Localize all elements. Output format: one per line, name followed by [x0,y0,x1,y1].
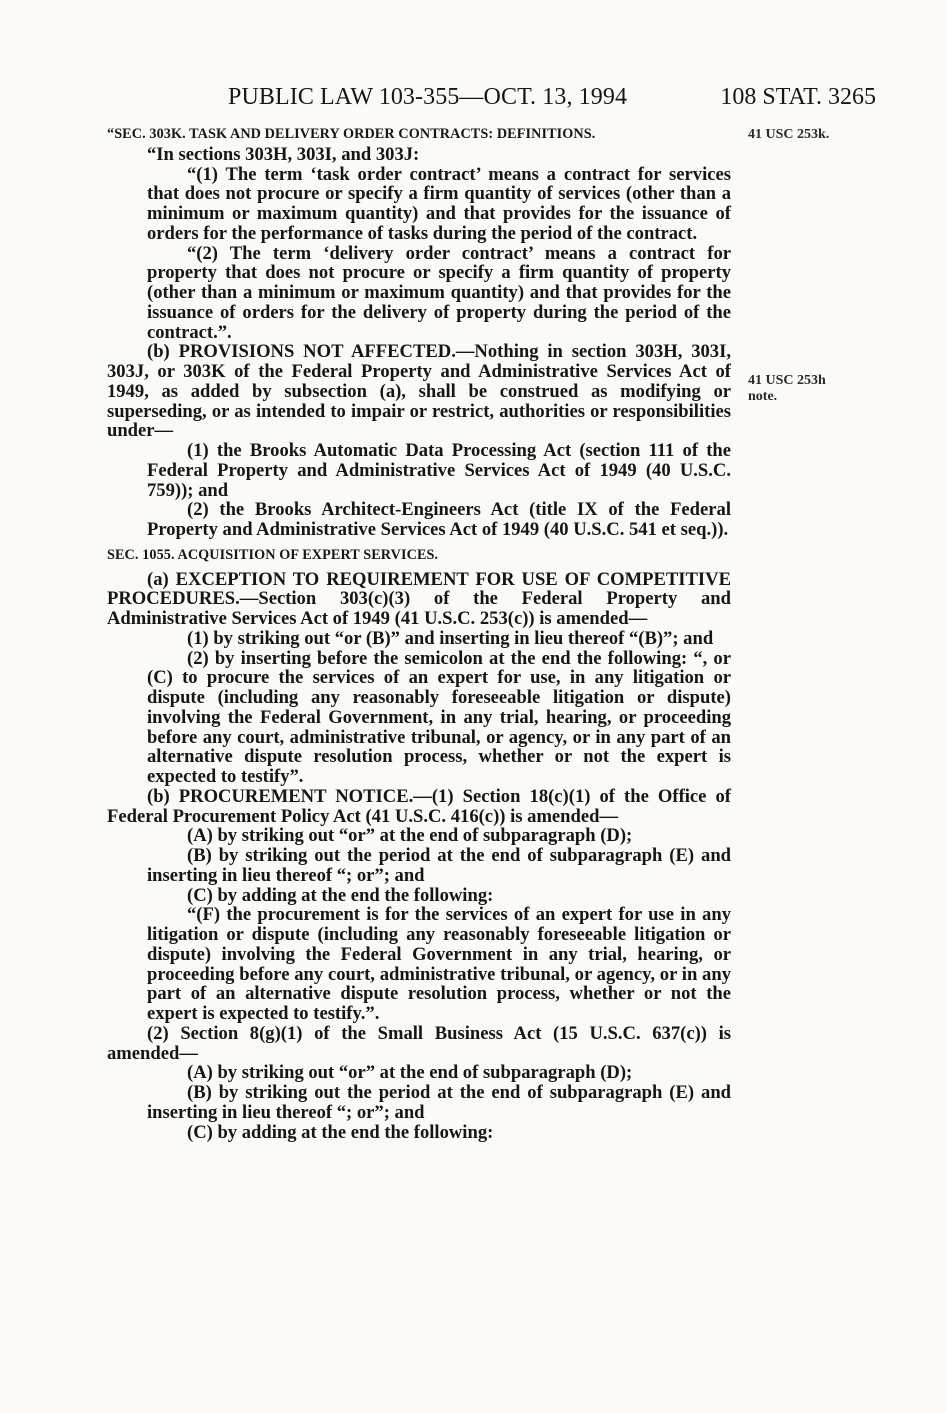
section-heading-303k: “SEC. 303K. TASK AND DELIVERY ORDER CONTRACTS: DEFINITIONS. [107,126,596,142]
paragraph: (B) by striking out the period at the end of subparagraph (E) and inserting in lieu thereof “; or”; and [147,1082,731,1123]
paragraph: “(1) The term ‘task order contract’ means a contract for services that does not procure or specify a firm quantity of services (other than a minimum or maximum quantity) and that provides for the issuance of orders for the performance of tasks during the period of the contract. [147,163,731,244]
paragraph: (2) Section 8(g)(1) of the Small Business Act (15 U.S.C. 637(c)) is amended— [107,1022,731,1064]
page-header [228,81,876,113]
paragraph: (a) EXCEPTION TO REQUIREMENT FOR USE OF COMPETITIVE PROCEDURES.—Section 303(c)(3) of the Federal Property and Administrative Services Act of 1949 (41 U.S.C. 253(c)) is amended— [107,568,731,629]
paragraph: (1) by striking out “or (B)” and inserting in lieu thereof “(B)”; and [187,627,714,649]
paragraph: “In sections 303H, 303I, and 303J: [147,143,420,165]
paragraph: (b) PROCUREMENT NOTICE.—(1) Section 18(c)(1) of the Office of Federal Procurement Policy Act (41 U.S.C. 416(c)) is amended— [107,785,731,827]
paragraph: (C) by adding at the end the following: [187,884,494,906]
paragraph: (A) by striking out “or” at the end of subparagraph (D); [187,1062,633,1084]
header-title: PUBLIC LAW 103-355—OCT. 13, 1994 [228,84,628,110]
header-stat-page: 108 STAT. 3265 [720,84,876,110]
paragraph: (B) by striking out the period at the end of subparagraph (E) and inserting in lieu thereof “; or”; and [147,845,731,886]
quoted-paragraph: “(F) the procurement is for the services of an expert for use in any litigation or dispute (including any reasonably foreseeable litigation or dispute) involving the Federal Government in any trial, hearing, or proceeding before any court, administrative tribunal, or agency, or in any part of an alternative dispute resolution process, whether or not the expert is expected to testify.”. [147,904,731,1024]
margin-note-usc-253h: 41 USC 253h note. [748,373,826,404]
paragraph: (1) the Brooks Automatic Data Processing Act (section 111 of the Federal Property and Administrative Services Act of 1949 (40 U.S.C. 759)); and [147,440,731,501]
paragraph: (C) by adding at the end the following: [187,1121,494,1143]
paragraph: (2) the Brooks Architect-Engineers Act (title IX of the Federal Property and Administrative Services Act of 1949 (40 U.S.C. 541 et seq.)). [147,499,731,540]
margin-note-usc-253k: 41 USC 253k. [748,127,830,142]
paragraph: “(2) The term ‘delivery order contract’ means a contract for property that does not procure or specify a firm quantity of property (other than a minimum or maximum quantity) and that provides for the issuance of orders for the delivery of property during the period of the contract.”. [147,242,731,343]
paragraph: (A) by striking out “or” at the end of subparagraph (D); [187,825,633,847]
section-heading-1055: SEC. 1055. ACQUISITION OF EXPERT SERVICES. [107,546,439,563]
paragraph: (b) PROVISIONS NOT AFFECTED.—Nothing in section 303H, 303I, 303J, or 303K of the Federal Property and Administrative Services Act of 1949, as added by subsection (a), shall be construed as modifying or superseding, or as intended to impair or restrict, authorities or responsibilities under— [107,341,731,442]
document-body [107,125,731,1142]
paragraph: (2) by inserting before the semicolon at the end the following: “, or (C) to procure the services of an expert for use, in any litigation or dispute (including any reasonably foreseeable litigation or dispute) involving the Federal Government, in any trial, hearing, or proceeding before any court, administrative tribunal, or agency, or in any part of an alternative dispute resolution process, whether or not the expert is expected to testify”. [147,647,731,787]
